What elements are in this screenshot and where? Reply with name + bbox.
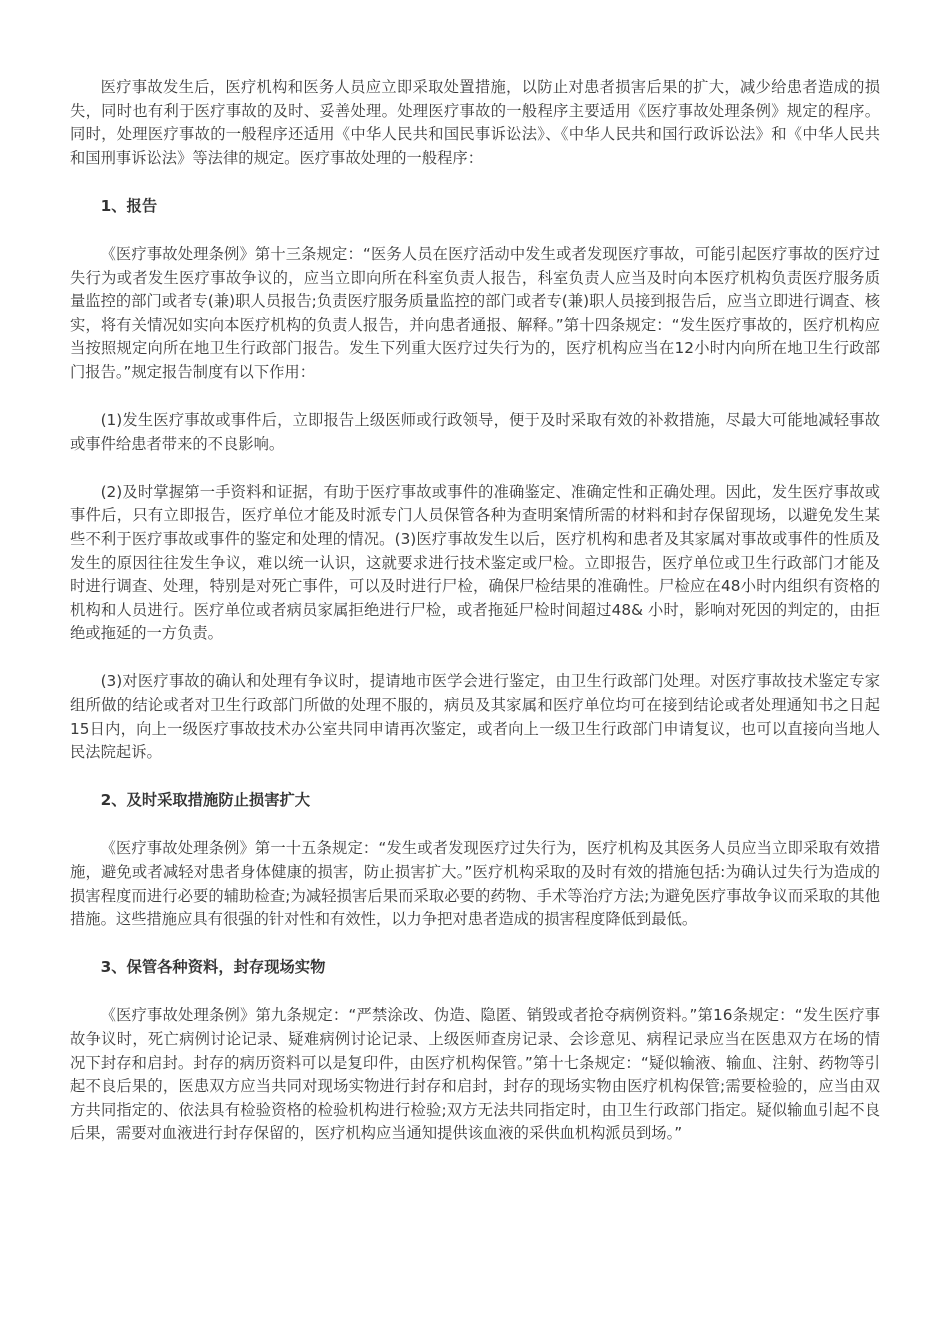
intro-paragraph: 医疗事故发生后，医疗机构和医务人员应立即采取处置措施，以防止对患者损害后果的扩大，减少给患者造成的损失，同时也有利于医疗事故的及时、妥善处理。处理医疗事故的一般程序主要适用《医疗事故处理条例》规定的程序。同时，处理医疗事故的一般程序还适用《中华人民共和国民事诉讼法》、《中华人民共和国行政诉讼法》和《中华人民共和国刑事诉讼法》等法律的规定。医疗事故处理的一般程序： — [70, 78, 880, 167]
report-effect-1-paragraph: (1)发生医疗事故或事件后，立即报告上级医师或行政领导，便于及时采取有效的补救措施，尽最大可能地减轻事故或事件给患者带来的不良影响。 — [70, 411, 880, 453]
report-regulation-paragraph: 《医疗事故处理条例》第十三条规定：“医务人员在医疗活动中发生或者发现医疗事故，可能引起医疗事故的医疗过失行为或者发生医疗事故争议的，应当立即向所在科室负责人报告，科室负责人应当及时向本医疗机构负责医疗服务质量监控的部门或者专(兼)职人员报告;负责医疗服务质量监控的部门或者专(兼)职人员接到报告后，应当立即进行调查、核实，将有关情况如实向本医疗机构的负责人报告，并向患者通报、解释。”第十四条规定：“发生医疗事故的，医疗机构应当按照规定向所在地卫生行政部门报告。发生下列重大医疗过失行为的，医疗机构应当在12小时内向所在地卫生行政部门报告。”规定报告制度有以下作用： — [70, 244, 880, 381]
section-heading-measures: 2、及时采取措施防止损害扩大 — [100, 791, 311, 810]
preserve-paragraph: 《医疗事故处理条例》第九条规定：“严禁涂改、伪造、隐匿、销毁或者抢夺病例资料。”第16条规定：“发生医疗事故争议时，死亡病例讨论记录、疑难病例讨论记录、上级医师查房记录、会诊意见、病程记录应当在医患双方在场的情况下封存和启封。封存的病历资料可以是复印件，由医疗机构保管。”第十七条规定：“疑似输液、输血、注射、药物等引起不良后果的，医患双方应当共同对现场实物进行封存和启封，封存的现场实物由医疗机构保管;需要检验的，应当由双方共同指定的、依法具有检验资格的检验机构进行检验;双方无法共同指定时，由卫生行政部门指定。疑似输血引起不良后果，需要对血液进行封存保留的，医疗机构应当通知提供该血液的采供血机构派员到场。” — [70, 1006, 880, 1143]
section-heading-report: 1、报告 — [100, 196, 158, 215]
section-heading-preserve: 3、保管各种资料，封存现场实物 — [100, 958, 326, 977]
report-effect-2-paragraph: (2)及时掌握第一手资料和证据，有助于医疗事故或事件的准确鉴定、准确定性和正确处理。因此，发生医疗事故或事件后，只有立即报告，医疗单位才能及时派专门人员保管各种为查明案情所需的材料和封存保留现场，以避免发生某些不利于医疗事故或事件的鉴定和处理的情况。(3)医疗事故发生以后，医疗机构和患者及其家属对事故或事件的性质及发生的原因往往发生争议，难以统一认识，这就要求进行技术鉴定或尸检。立即报告，医疗单位或卫生行政部门才能及时进行调查、处理，特别是对死亡事件，可以及时进行尸检，确保尸检结果的准确性。尸检应在48小时内组织有资格的机构和人员进行。医疗单位或者病员家属拒绝进行尸检，或者拖延尸检时间超过48& 小时，影响对死因的判定的，由拒绝或拖延的一方负责。 — [70, 482, 880, 643]
report-effect-3-paragraph: (3)对医疗事故的确认和处理有争议时，提请地市医学会进行鉴定，由卫生行政部门处理。对医疗事故技术鉴定专家组所做的结论或者对卫生行政部门所做的处理不服的，病员及其家属和医疗单位均可在接到结论或者处理通知书之日起15日内，向上一级医疗事故技术办公室共同申请再次鉴定，或者向上一级卫生行政部门申请复议，也可以直接向当地人民法院起诉。 — [70, 672, 880, 762]
measures-paragraph: 《医疗事故处理条例》第一十五条规定：“发生或者发现医疗过失行为，医疗机构及其医务人员应当立即采取有效措施，避免或者减轻对患者身体健康的损害，防止损害扩大。”医疗机构采取的及时有效的措施包括:为确认过失行为造成的损害程度而进行必要的辅助检查;为减轻损害后果而采取必要的药物、手术等治疗方法;为避免医疗事故争议而采取的其他措施。这些措施应具有很强的针对性和有效性，以力争把对患者造成的损害程度降低到最低。 — [70, 839, 880, 929]
